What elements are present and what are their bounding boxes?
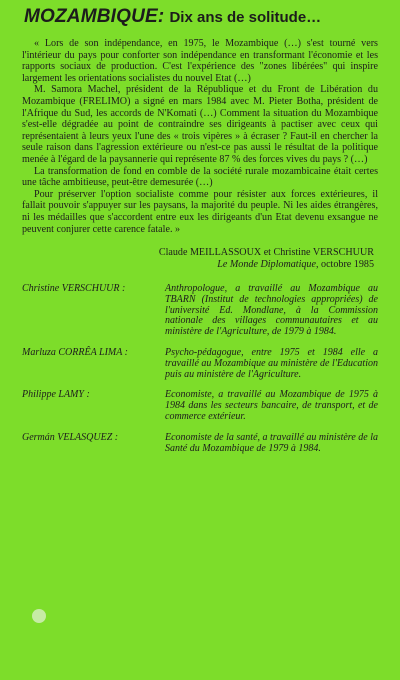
contributor-description: Economiste de la santé, a travaillé au ministère de la Santé du Mozambique de 1979 à 1984.	[165, 431, 378, 454]
attribution-publication: Le Monde Diplomatique	[217, 259, 316, 271]
printer-mark-dot	[32, 609, 46, 623]
quote-paragraph: La transformation de fond en comble de la société rurale mozambicaine était certes une tâche ambitieuse, peut-être demesurée (…)	[22, 165, 378, 189]
attribution-source	[22, 259, 374, 271]
contributor-row	[22, 390, 378, 422]
title-country: MOZAMBIQUE:	[24, 6, 165, 27]
contributor-name: Christine VERSCHUUR :	[22, 283, 126, 295]
contributor-name: Philippe LAMY :	[22, 389, 90, 401]
title-subtitle: Dix ans de solitude…	[169, 9, 322, 26]
quote-attribution	[22, 247, 378, 271]
title-row	[24, 6, 378, 28]
quote-paragraph: « Lors de son indépendance, en 1975, le Mozambique (…) s'est tourné vers l'intérieur du pays pour conforter son indépendance en transformant l'économie et les rapports sociaux de production. C'est l'expérience des "zones libérées" qui inspire largement les orientations socialistes du nouvel Etat (…)	[22, 38, 378, 84]
contributor-row	[22, 433, 378, 455]
quotation-block	[22, 38, 378, 235]
quote-paragraph: M. Samora Machel, président de la République et du Front de Libération du Mozambique (FRELIMO) a signé en mars 1984 avec M. Pieter Botha, président de l'Afrique du Sud, les accords de N'Komati (…) Comment la situation du Mozambique s'est-elle dégradée au point de contraindre ses dirigeants à pactiser avec ceux qui représentaient à leurs yeux l'une des « trois vipères » à écraser ? Faut-il en chercher la seule raison dans l'agression extérieure ou n'est-ce pas aussi le résultat de la politique menée à l'égard de la paysannerie qui représente 87 % des forces vives du pays ? (…)	[22, 84, 378, 165]
contributor-row	[22, 284, 378, 338]
contributor-description: Psycho-pédagogue, entre 1975 et 1984 elle a travaillé au Mozambique au ministère de l'Education puis au ministère de l'Agriculture.	[165, 347, 378, 380]
contributor-name: Marluza CORRÊA LIMA :	[22, 347, 129, 359]
contributor-row	[22, 348, 378, 380]
contributor-name: Germán VELASQUEZ :	[22, 431, 119, 443]
attribution-date: , octobre 1985	[315, 259, 374, 271]
contributors-list	[22, 284, 378, 454]
quote-paragraph: Pour préserver l'option socialiste comme pour résister aux forces extérieures, il fallait pouvoir s'appuyer sur les paysans, la majorité du peuple. Ni les aides étrangères, ni les médailles que s'accordent entre eux les dirigeants d'un Etat devenu exsangue ne peuvent conjurer cette carence fatale. »	[22, 188, 378, 235]
attribution-authors: Claude MEILLASSOUX et Christine VERSCHUUR	[158, 247, 374, 259]
contributor-description: Anthropologue, a travaillé au Mozambique au TBARN (Institut de technologies appropriées) de l'université Ed. Mondlane, à la Commission nationale des villages communautaires et au ministère de l'Agriculture, de 1979 à 1984.	[165, 283, 378, 338]
contributor-description: Economiste, a travaillé au Mozambique de 1975 à 1984 dans les secteurs bancaire, de transport, et de commerce extérieur.	[165, 389, 378, 423]
